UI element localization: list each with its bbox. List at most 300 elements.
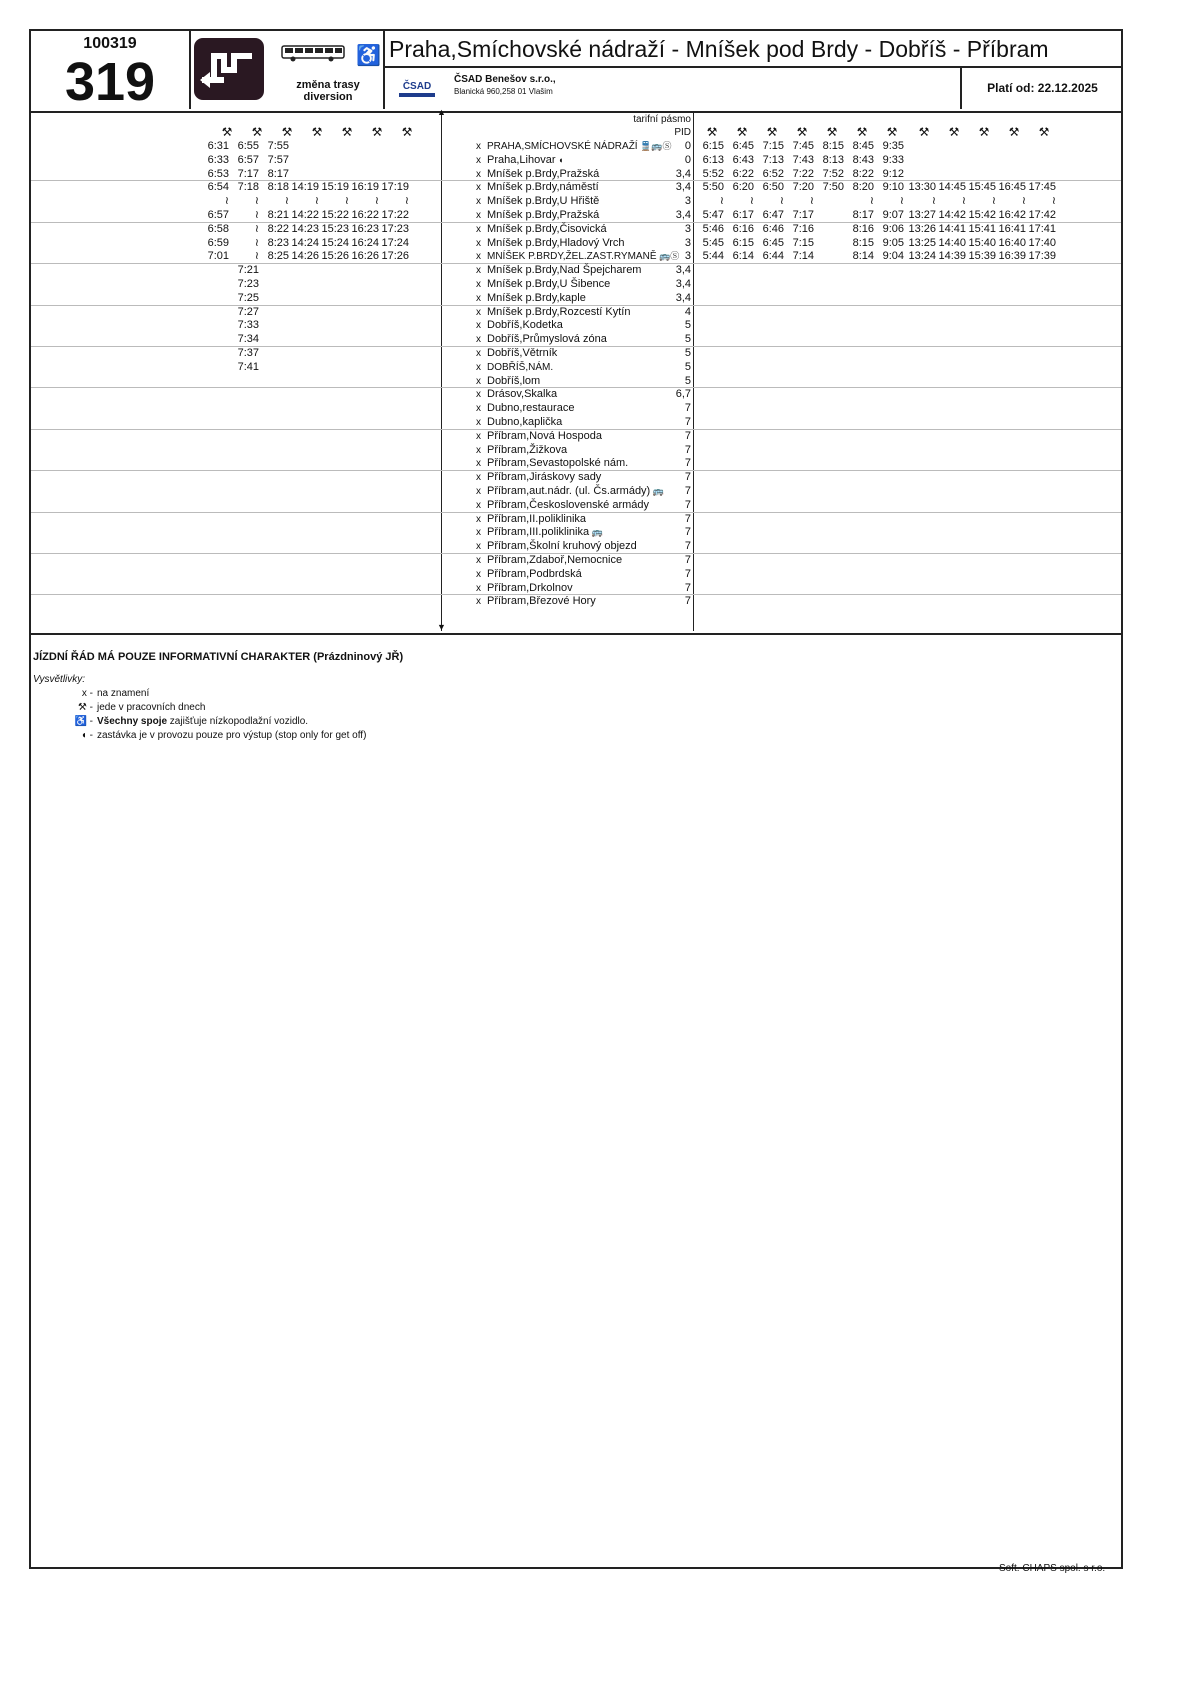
departure-time: 6:52: [762, 167, 784, 180]
tariff-zone: 5: [684, 333, 691, 346]
stop-name: Příbram,Sevastopolské nám.: [487, 457, 629, 470]
tariff-zone: 3,4: [675, 209, 691, 221]
stop-row: [476, 237, 625, 250]
tariff-zone: 3: [684, 195, 691, 208]
departure-time: ≀: [1051, 195, 1056, 208]
request-stop-mark: x: [476, 306, 481, 318]
stop-name: Dobříš,Průmyslová zóna: [487, 333, 607, 346]
departure-time: 8:18: [267, 181, 289, 194]
stop-name: Dubno,restaurace: [487, 402, 575, 415]
tariff-zone: 0: [684, 153, 691, 166]
tariff-zone: 5: [684, 374, 691, 387]
stop-row: [476, 168, 599, 181]
stop-name: Mníšek p.Brdy,Nad Špejcharem: [487, 264, 642, 277]
stop-row: [476, 347, 557, 360]
tariff-zone: 7: [684, 485, 691, 497]
departure-time: 6:13: [702, 153, 724, 166]
stop-name: Příbram,Žižkova: [487, 443, 568, 456]
request-stop-mark: x: [476, 458, 481, 470]
departure-time: 6:58: [207, 222, 229, 235]
departure-time: 7:41: [237, 360, 259, 373]
line-box: [31, 31, 191, 112]
tariff-zone: 0: [684, 140, 691, 152]
row-separator: [31, 387, 1121, 388]
stop-row: [476, 223, 607, 236]
departure-time: ≀: [931, 195, 936, 208]
stop-row: [476, 526, 603, 539]
weekday-icon: ⚒: [1008, 125, 1020, 139]
stop-name: DOBŘÍŠ,NÁM.: [487, 361, 554, 373]
request-stop-mark: x: [476, 154, 481, 166]
departure-time: 14:45: [938, 181, 966, 194]
request-stop-mark: x: [476, 320, 481, 332]
departure-time: 7:18: [237, 181, 259, 194]
weekday-icon: ⚒: [1038, 125, 1050, 139]
departure-time: 13:30: [908, 181, 936, 194]
departure-time: 7:45: [792, 140, 814, 152]
request-stop-mark: x: [476, 430, 481, 442]
departure-time: ≀: [224, 195, 229, 208]
legend-symbol: ♿ -: [74, 716, 93, 727]
departure-time: 14:23: [291, 222, 319, 235]
tariff-zone: 7: [684, 581, 691, 594]
request-stop-mark: x: [476, 237, 481, 249]
request-stop-mark: x: [476, 292, 481, 304]
departure-time: ≀: [254, 250, 259, 263]
weekday-icon: ⚒: [706, 125, 718, 139]
request-stop-mark: x: [476, 582, 481, 594]
tariff-zone: 3: [684, 236, 691, 249]
stop-name: Dubno,kaplička: [487, 416, 563, 428]
departure-time: 6:15: [732, 236, 754, 249]
departure-time: 7:50: [822, 181, 844, 194]
departure-time: 7:34: [237, 333, 259, 346]
request-stop-mark: x: [476, 513, 481, 525]
departure-time: 8:22: [852, 167, 874, 180]
stop-name: Mníšek p.Brdy,kaple: [487, 291, 586, 304]
departure-time: 6:50: [762, 181, 784, 194]
departure-time: ≀: [404, 195, 409, 208]
tariff-zone: 7: [684, 526, 691, 539]
departure-time: 15:40: [968, 236, 996, 249]
stop-row: [476, 402, 574, 415]
stop-service-icon: 🚆🚌Ⓢ: [637, 141, 672, 151]
tariff-zone: 7: [684, 457, 691, 470]
departure-time: 6:45: [762, 236, 784, 249]
tariff-zone: 3,4: [675, 167, 691, 180]
stop-name: Příbram,Drkolnov: [487, 581, 573, 594]
departure-time: 13:25: [908, 236, 936, 249]
departure-time: 6:20: [732, 181, 754, 194]
departure-time: 17:40: [1028, 236, 1056, 249]
zone-header: tarifní pásmo: [633, 114, 691, 125]
departure-time: 14:42: [938, 209, 966, 221]
departure-time: 7:33: [237, 319, 259, 332]
weekday-icon: ⚒: [401, 125, 413, 139]
departure-time: 8:22: [267, 222, 289, 235]
departure-time: 6:17: [732, 209, 754, 221]
departure-time: 8:25: [267, 250, 289, 263]
departure-time: 6:14: [732, 250, 754, 263]
request-stop-mark: x: [476, 568, 481, 580]
departure-time: 15:19: [321, 181, 349, 194]
weekday-icon: ⚒: [251, 125, 263, 139]
departure-time: 9:05: [882, 236, 904, 249]
legend-symbol: x -: [81, 688, 93, 699]
tariff-zone: 7: [684, 540, 691, 553]
departure-time: 15:39: [968, 250, 996, 263]
departure-time: 5:47: [702, 209, 724, 221]
departure-time: ≀: [749, 195, 754, 208]
stop-name: Dobříš,lom: [487, 374, 541, 387]
departure-time: 6:45: [732, 140, 754, 152]
legend-text: zastávka je v provozu pouze pro výstup (stop only for get off): [97, 730, 367, 741]
stop-name: Příbram,III.poliklinika: [487, 526, 590, 539]
departure-time: 7:20: [792, 181, 814, 194]
wheelchair-icon: ♿: [356, 45, 381, 67]
departure-time: 5:50: [702, 181, 724, 194]
departure-time: 7:27: [237, 305, 259, 318]
departure-time: 17:26: [381, 250, 409, 263]
departure-time: 8:45: [852, 140, 874, 152]
weekday-icon: ⚒: [948, 125, 960, 139]
stop-row: [476, 430, 602, 443]
stop-row: [476, 416, 562, 429]
departure-time: 6:33: [207, 153, 229, 166]
departure-time: 7:25: [237, 291, 259, 304]
departure-time: 14:26: [291, 250, 319, 263]
stop-row: [476, 333, 607, 346]
legend-item: [71, 701, 205, 714]
stop-name: Mníšek p.Brdy,Pražská: [487, 167, 600, 180]
departure-time: 14:19: [291, 181, 319, 194]
stop-row: [476, 513, 586, 526]
tariff-zone: 3,4: [675, 264, 691, 277]
departure-time: 6:46: [762, 222, 784, 235]
info-note: JÍZDNÍ ŘÁD MÁ POUZE INFORMATIVNÍ CHARAKTER (Prázdninový JŘ): [33, 651, 404, 663]
departure-time: 16:24: [351, 236, 379, 249]
departure-time: 7:23: [237, 278, 259, 290]
departure-time: 6:31: [207, 140, 229, 152]
departure-time: 9:07: [882, 209, 904, 221]
departure-time: 7:13: [762, 153, 784, 166]
departure-time: 7:37: [237, 347, 259, 359]
departure-time: 13:24: [908, 250, 936, 263]
request-stop-mark: x: [476, 472, 481, 484]
departure-time: 7:22: [792, 167, 814, 180]
departure-time: 5:52: [702, 167, 724, 180]
departure-time: 16:39: [998, 250, 1026, 263]
departure-time: 14:24: [291, 236, 319, 249]
stop-row: [476, 568, 582, 581]
weekday-icon: ⚒: [796, 125, 808, 139]
tariff-zone: 7: [684, 471, 691, 484]
legend-text: jede v pracovních dnech: [97, 702, 206, 713]
departure-time: 6:15: [702, 140, 724, 152]
tariff-zone: 7: [684, 512, 691, 525]
stop-name: Mníšek p.Brdy,Pražská: [487, 209, 600, 221]
request-stop-mark: x: [476, 527, 481, 539]
departure-time: 8:23: [267, 236, 289, 249]
departure-time: 9:10: [882, 181, 904, 194]
diversion-box: [191, 31, 385, 109]
departure-time: 16:45: [998, 181, 1026, 194]
departure-time: 8:21: [267, 209, 289, 221]
departure-time: 5:46: [702, 222, 724, 235]
departure-time: 7:01: [207, 250, 229, 263]
request-stop-mark: x: [476, 361, 481, 373]
request-stop-mark: x: [476, 251, 481, 263]
departure-time: 14:22: [291, 209, 319, 221]
stop-row: [476, 595, 596, 608]
direction-arrow-down-icon: ▼: [437, 622, 446, 632]
departure-time: 8:14: [852, 250, 874, 263]
departure-time: 17:23: [381, 222, 409, 235]
departure-time: 7:14: [792, 250, 814, 263]
request-stop-mark: x: [476, 168, 481, 180]
departure-time: 8:16: [852, 222, 874, 235]
departure-time: 8:17: [852, 209, 874, 221]
departure-time: 16:41: [998, 222, 1026, 235]
stop-name: Dobříš,Kodetka: [487, 319, 563, 332]
timetable-sheet: [29, 29, 1123, 1574]
departure-time: 7:55: [267, 140, 289, 152]
departure-time: 17:42: [1028, 209, 1056, 221]
stop-row: [476, 540, 637, 553]
departure-time: 16:23: [351, 222, 379, 235]
stop-service-icon: ◖: [555, 154, 564, 165]
stop-row: [476, 278, 610, 291]
departure-time: 17:45: [1028, 181, 1056, 194]
departure-time: ≀: [779, 195, 784, 208]
departure-time: 8:13: [822, 153, 844, 166]
departure-time: 6:54: [207, 181, 229, 194]
tariff-zone: 7: [684, 402, 691, 415]
tariff-zone: 5: [684, 319, 691, 332]
tariff-zone: 3: [684, 222, 691, 235]
stop-name: MNÍŠEK P.BRDY,ŽEL.ZAST.RYMANĚ: [487, 251, 657, 263]
departure-time: 15:41: [968, 222, 996, 235]
departure-time: 6:57: [207, 209, 229, 221]
stop-row: [476, 209, 599, 222]
departure-time: 15:22: [321, 209, 349, 221]
legend-symbol: ⚒ -: [77, 702, 93, 713]
stop-row: [476, 471, 601, 484]
stop-row: [476, 154, 563, 167]
zone-subheader: PID: [674, 127, 691, 138]
request-stop-mark: x: [476, 334, 481, 346]
legend-title: Vysvětlivky:: [33, 674, 86, 685]
weekday-icon: ⚒: [371, 125, 383, 139]
weekday-icon: ⚒: [856, 125, 868, 139]
stop-row: [476, 499, 649, 512]
stop-name: Příbram,Zdaboř,Nemocnice: [487, 554, 623, 566]
tariff-zone: 5: [684, 347, 691, 359]
stop-service-icon: 🚌: [650, 486, 664, 496]
request-stop-mark: x: [476, 486, 481, 497]
stop-row: [476, 264, 641, 277]
diversion-icon: [194, 38, 264, 100]
request-stop-mark: x: [476, 141, 481, 152]
stop-row: [476, 306, 630, 319]
departure-time: ≀: [961, 195, 966, 208]
stop-name: PRAHA,SMÍCHOVSKÉ NÁDRAŽÍ: [487, 141, 638, 152]
weekday-icon: ⚒: [311, 125, 323, 139]
request-stop-mark: x: [476, 417, 481, 428]
legend-item: [71, 729, 366, 742]
stop-name: Mníšek p.Brdy,Čisovická: [487, 222, 607, 235]
stop-row: [476, 195, 599, 208]
stop-name: Mníšek p.Brdy,Hladový Vrch: [487, 236, 625, 249]
request-stop-mark: x: [476, 348, 481, 359]
departure-time: 9:12: [882, 167, 904, 180]
departure-time: 9:35: [882, 140, 904, 152]
departure-time: 13:27: [908, 209, 936, 221]
departure-time: ≀: [899, 195, 904, 208]
stop-name: Mníšek p.Brdy,U Šibence: [487, 278, 611, 290]
request-stop-mark: x: [476, 375, 481, 387]
departure-time: 6:16: [732, 222, 754, 235]
departure-time: 6:57: [237, 153, 259, 166]
departure-time: 16:22: [351, 209, 379, 221]
stop-row: [476, 582, 573, 595]
departure-time: ≀: [254, 195, 259, 208]
diversion-label: změna trasy diversion: [296, 79, 360, 103]
legend-item: [71, 715, 308, 728]
stop-row: [476, 250, 679, 263]
departure-time: 6:22: [732, 167, 754, 180]
row-separator: [31, 346, 1121, 347]
departure-time: 5:45: [702, 236, 724, 249]
stop-name: Mníšek p.Brdy,U Hřiště: [487, 195, 600, 208]
route-title: Praha,Smíchovské nádraží - Mníšek pod Brdy - Dobříš - Příbram: [385, 31, 1121, 68]
weekday-icon: ⚒: [826, 125, 838, 139]
tariff-zone: 7: [684, 443, 691, 456]
departure-time: 6:59: [207, 236, 229, 249]
tariff-zone: 7: [684, 595, 691, 608]
departure-time: 8:43: [852, 153, 874, 166]
stop-name: Drásov,Skalka: [487, 388, 558, 401]
tariff-zone: 3,4: [675, 181, 691, 194]
weekday-icon: ⚒: [221, 125, 233, 139]
stop-name: Mníšek p.Brdy,náměstí: [487, 181, 599, 194]
departure-time: 16:19: [351, 181, 379, 194]
departure-time: 6:43: [732, 153, 754, 166]
departure-time: ≀: [869, 195, 874, 208]
legend-symbol: ◖ -: [80, 730, 93, 741]
request-stop-mark: x: [476, 555, 481, 566]
departure-time: 16:26: [351, 250, 379, 263]
departure-time: 15:23: [321, 222, 349, 235]
weekday-icon: ⚒: [341, 125, 353, 139]
weekday-icon: ⚒: [281, 125, 293, 139]
request-stop-mark: x: [476, 444, 481, 456]
tariff-zone: 4: [684, 305, 691, 318]
request-stop-mark: x: [476, 499, 481, 511]
stop-row: [476, 388, 557, 401]
departure-time: 9:33: [882, 153, 904, 166]
request-stop-mark: x: [476, 389, 481, 401]
weekday-icon: ⚒: [766, 125, 778, 139]
departure-time: 8:17: [267, 167, 289, 180]
departure-time: 16:40: [998, 236, 1026, 249]
departure-time: ≀: [809, 195, 814, 208]
departure-time: 7:15: [762, 140, 784, 152]
stop-row: [476, 485, 664, 498]
stop-name: Příbram,Československé armády: [487, 498, 650, 511]
departure-time: 7:17: [237, 167, 259, 180]
departure-time: ≀: [254, 236, 259, 249]
legend-text: na znamení: [97, 688, 150, 699]
departure-time: 6:53: [207, 167, 229, 180]
departure-time: ≀: [344, 195, 349, 208]
direction-arrow-up-icon: ▲: [437, 107, 446, 117]
departure-time: 8:20: [852, 181, 874, 194]
line-id: 100319: [83, 35, 137, 52]
departure-time: ≀: [719, 195, 724, 208]
tariff-zone: 3,4: [675, 278, 691, 290]
departure-time: 6:47: [762, 209, 784, 221]
operator-name: ČSAD Benešov s.r.o.,: [454, 74, 556, 85]
tariff-zone: 7: [684, 554, 691, 566]
legend-item: [71, 687, 149, 700]
departure-time: 17:39: [1028, 250, 1056, 263]
departure-time: ≀: [254, 209, 259, 221]
request-stop-mark: x: [476, 223, 481, 235]
departure-time: 5:44: [702, 250, 724, 263]
operator-logo: ČSAD: [399, 81, 435, 97]
stop-service-icon: 🚌: [589, 527, 603, 538]
departure-time: 13:26: [908, 222, 936, 235]
stop-row: [476, 444, 567, 457]
departure-time: 6:55: [237, 140, 259, 152]
departure-time: 8:15: [852, 236, 874, 249]
stop-row: [476, 292, 586, 305]
departure-time: 17:19: [381, 181, 409, 194]
departure-time: 15:42: [968, 209, 996, 221]
valid-from: Platí od: 22.12.2025: [960, 68, 1123, 109]
stop-name: Příbram,Školní kruhový objezd: [487, 540, 637, 553]
bus-icon: [281, 44, 345, 67]
departure-time: 6:44: [762, 250, 784, 263]
weekday-icon: ⚒: [736, 125, 748, 139]
departure-time: 15:45: [968, 181, 996, 194]
weekday-icon: ⚒: [886, 125, 898, 139]
request-stop-mark: x: [476, 279, 481, 290]
departure-time: 17:41: [1028, 222, 1056, 235]
tariff-zone: 7: [684, 567, 691, 580]
tariff-zone: 3,4: [675, 291, 691, 304]
tariff-zone: 6,7: [675, 388, 691, 401]
stop-row: [476, 140, 672, 153]
legend-bold: Všechny spoje: [97, 716, 168, 727]
departure-time: 16:42: [998, 209, 1026, 221]
departure-time: ≀: [254, 222, 259, 235]
stop-name: Příbram,Jiráskovy sady: [487, 471, 602, 484]
departure-time: 14:41: [938, 222, 966, 235]
stop-row: [476, 375, 540, 388]
footer-credit: Soft. CHAPS spol. s r.o.: [999, 1563, 1106, 1574]
departure-time: 7:43: [792, 153, 814, 166]
line-number: 319: [64, 52, 156, 112]
departure-time: 7:17: [792, 209, 814, 221]
timetable-header: [31, 31, 1121, 113]
departure-time: 15:24: [321, 236, 349, 249]
departure-time: 17:22: [381, 209, 409, 221]
request-stop-mark: x: [476, 541, 481, 553]
departure-time: 17:24: [381, 236, 409, 249]
request-stop-mark: x: [476, 182, 481, 194]
